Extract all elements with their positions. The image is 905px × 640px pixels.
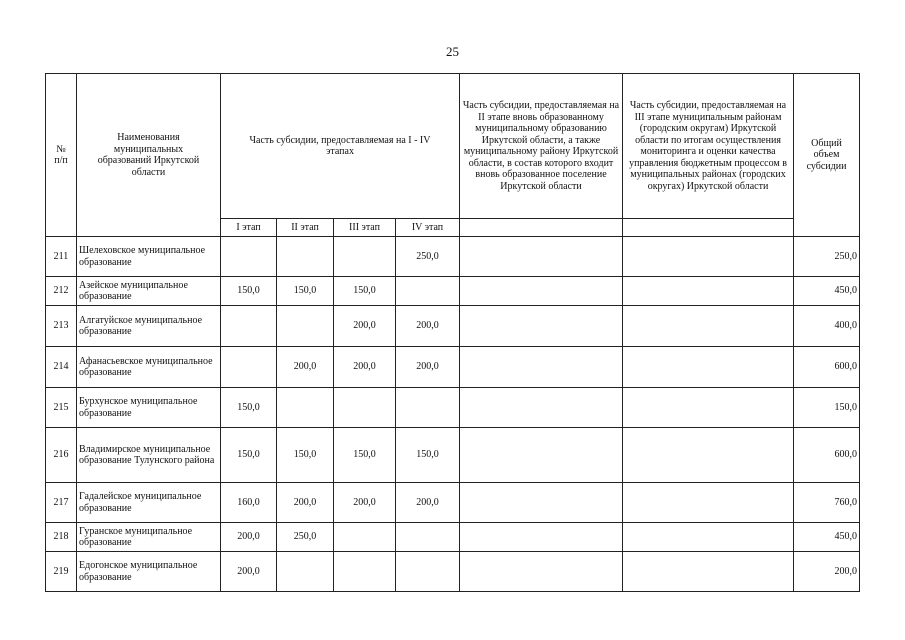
row-name: Азейское муниципальное образование (77, 277, 221, 306)
row-stage-4: 150,0 (396, 428, 460, 483)
row-stage-2 (277, 552, 334, 592)
row-number: 215 (46, 388, 77, 428)
row-stage-3 (334, 388, 396, 428)
row-total: 250,0 (794, 237, 860, 277)
row-total: 400,0 (794, 306, 860, 347)
row-name: Гуранское муниципальное образование (77, 523, 221, 552)
row-stage-4: 250,0 (396, 237, 460, 277)
header-total-label: Общий объем субсидии (806, 137, 847, 172)
row-stage-3: 150,0 (334, 428, 396, 483)
table-row (46, 277, 860, 306)
header-stage2-new-label: Часть субсидии, предоставляемая на II этапе вновь образованному муниципальному образованию Иркутской области, а также муниципальному району Иркутской области, в состав которого входит вновь образованное поселение Иркутской области (462, 100, 620, 192)
row-stage-4 (396, 552, 460, 592)
row-total: 600,0 (794, 347, 860, 388)
row-stage-2 (277, 388, 334, 428)
row-stage-3 (334, 237, 396, 277)
row-stage3-monitoring (623, 306, 794, 347)
header-stage3-label: Часть субсидии, предоставляемая на III этапе муниципальным районам (городским округам) Иркутской области по итогам осуществления мониторинга и оценки качества управления бюджетным процессом в муниципальных районах (городских округах) Иркутской области (629, 100, 787, 192)
row-stage-1: 150,0 (221, 277, 277, 306)
table-row (46, 552, 860, 592)
row-stage3-monitoring (623, 483, 794, 523)
header-stage-1: I этап (221, 219, 277, 237)
table-row (46, 523, 860, 552)
header-name (77, 74, 221, 237)
row-stage-1 (221, 306, 277, 347)
row-stage-4 (396, 277, 460, 306)
row-stage3-monitoring (623, 388, 794, 428)
row-stage-4: 200,0 (396, 306, 460, 347)
header-stage2-new (460, 74, 623, 219)
table-row (46, 483, 860, 523)
table-row (46, 347, 860, 388)
header-row (46, 74, 860, 219)
row-stage2-new (460, 388, 623, 428)
row-stage-1 (221, 347, 277, 388)
page-number: 25 (446, 44, 459, 59)
row-stage-1: 160,0 (221, 483, 277, 523)
row-stage-1: 150,0 (221, 428, 277, 483)
row-stage-4 (396, 523, 460, 552)
row-stage-3: 200,0 (334, 483, 396, 523)
header-num (46, 74, 77, 237)
row-name: Гадалейское муниципальное образование (77, 483, 221, 523)
row-total: 450,0 (794, 277, 860, 306)
header-stage-2: II этап (277, 219, 334, 237)
row-stage3-monitoring (623, 347, 794, 388)
row-total: 450,0 (794, 523, 860, 552)
row-stage3-monitoring (623, 277, 794, 306)
row-number: 214 (46, 347, 77, 388)
row-stage2-new (460, 483, 623, 523)
header-stage2-new-empty (460, 219, 623, 237)
row-stage-4: 200,0 (396, 347, 460, 388)
row-name: Шелеховское муниципальное образование (77, 237, 221, 277)
header-stage-3: III этап (334, 219, 396, 237)
row-total: 760,0 (794, 483, 860, 523)
row-stage2-new (460, 347, 623, 388)
row-total: 200,0 (794, 552, 860, 592)
row-number: 212 (46, 277, 77, 306)
row-number: 219 (46, 552, 77, 592)
table-row (46, 428, 860, 483)
row-number: 218 (46, 523, 77, 552)
row-stage-2: 200,0 (277, 483, 334, 523)
row-number: 211 (46, 237, 77, 277)
row-stage2-new (460, 306, 623, 347)
table-row (46, 388, 860, 428)
row-stage-1: 200,0 (221, 523, 277, 552)
row-stage-4 (396, 388, 460, 428)
row-stage-2 (277, 237, 334, 277)
row-stage-2: 150,0 (277, 277, 334, 306)
row-name: Алгатуйское муниципальное образование (77, 306, 221, 347)
row-name: Владимирское муниципальное образование Тулунского района (77, 428, 221, 483)
row-stage-2: 200,0 (277, 347, 334, 388)
row-stage-3 (334, 552, 396, 592)
header-num-label: № п/п (54, 143, 68, 166)
row-stage3-monitoring (623, 552, 794, 592)
row-stage-4: 200,0 (396, 483, 460, 523)
row-number: 213 (46, 306, 77, 347)
header-stages-group-label: Часть субсидии, предоставляемая на I - IV этапах (249, 134, 431, 157)
row-stage-2: 150,0 (277, 428, 334, 483)
row-stage2-new (460, 237, 623, 277)
row-stage-2: 250,0 (277, 523, 334, 552)
row-stage-1: 150,0 (221, 388, 277, 428)
row-stage-3 (334, 523, 396, 552)
header-stage-4: IV этап (396, 219, 460, 237)
row-number: 216 (46, 428, 77, 483)
row-stage-3: 200,0 (334, 347, 396, 388)
row-total: 150,0 (794, 388, 860, 428)
row-total: 600,0 (794, 428, 860, 483)
header-stage3 (623, 74, 794, 219)
subsidy-table (45, 73, 860, 592)
row-stage-2 (277, 306, 334, 347)
header-total (794, 74, 860, 237)
row-stage-1 (221, 237, 277, 277)
row-stage-3: 150,0 (334, 277, 396, 306)
row-name: Бурхунское муниципальное образование (77, 388, 221, 428)
header-stages-group (221, 74, 460, 219)
table-row (46, 237, 860, 277)
table-row (46, 306, 860, 347)
row-stage2-new (460, 428, 623, 483)
row-stage3-monitoring (623, 523, 794, 552)
row-name: Афанасьевское муниципальное образование (77, 347, 221, 388)
row-stage3-monitoring (623, 237, 794, 277)
row-stage-3: 200,0 (334, 306, 396, 347)
header-name-label: Наименования муниципальных образований Иркутской области (97, 132, 200, 178)
row-stage2-new (460, 552, 623, 592)
row-stage2-new (460, 277, 623, 306)
row-name: Едогонское муниципальное образование (77, 552, 221, 592)
header-stage3-empty (623, 219, 794, 237)
row-stage3-monitoring (623, 428, 794, 483)
row-stage2-new (460, 523, 623, 552)
row-stage-1: 200,0 (221, 552, 277, 592)
row-number: 217 (46, 483, 77, 523)
